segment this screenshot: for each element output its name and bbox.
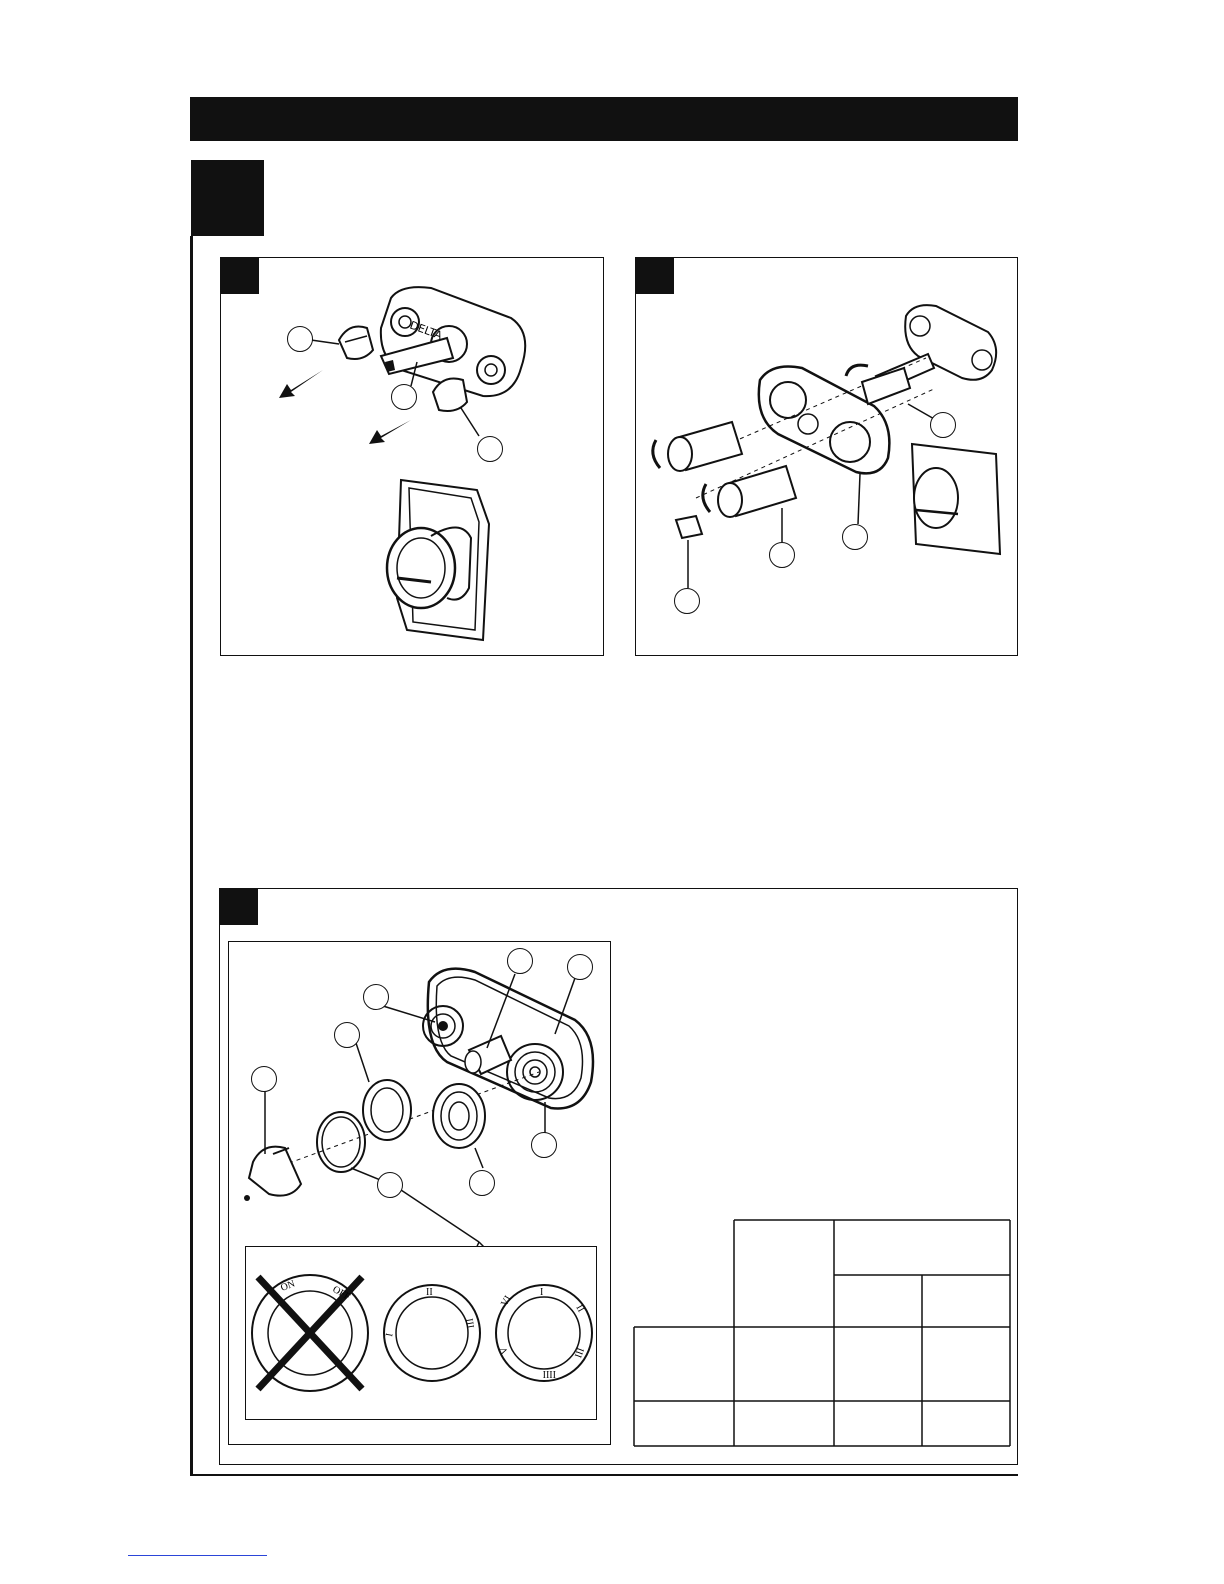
panel-a-illustration <box>221 258 605 657</box>
step-number-block <box>191 160 264 236</box>
ring6-label-ii: II <box>573 1303 587 1315</box>
ring6-label-iii: III <box>571 1345 586 1360</box>
ring3-label-i: I <box>384 1332 396 1338</box>
callout-c-thin-ring <box>377 1172 403 1198</box>
step-frame-bottom-line <box>190 1474 1018 1476</box>
ring-mark-on: ON <box>279 1278 297 1294</box>
section-header-bar <box>190 97 1018 141</box>
panel-b-install-trim <box>635 257 1018 656</box>
callout-c-knob <box>469 1170 495 1196</box>
ring3-label-iii: III <box>463 1317 476 1330</box>
ring3-label-ii: II <box>426 1287 433 1298</box>
ring6-label-vi: VI <box>499 1293 514 1309</box>
panel-c-install-handle-ring <box>219 888 1018 1465</box>
ring-mark-off: OFF <box>330 1284 352 1303</box>
callout-c-handle <box>251 1066 277 1092</box>
ring6-label-i: I <box>540 1287 544 1298</box>
callout-b4 <box>674 588 700 614</box>
panel-c-tag <box>220 889 258 925</box>
callout-c-thick-ring <box>334 1022 360 1048</box>
ring-options-illustration <box>246 1247 598 1421</box>
callout-a2 <box>391 384 417 410</box>
callout-c-port <box>363 984 389 1010</box>
ring-selection-inset <box>245 1246 597 1420</box>
callout-a1 <box>287 326 313 352</box>
callout-b1 <box>930 412 956 438</box>
callout-b3 <box>769 542 795 568</box>
footer-link-underline[interactable] <box>128 1555 267 1556</box>
callout-c-stem <box>531 1132 557 1158</box>
brand-logo: DELTA <box>407 318 444 343</box>
callout-a3 <box>477 436 503 462</box>
callout-c-escutcheon <box>567 954 593 980</box>
step-frame-left-line <box>190 236 193 1476</box>
ring6-label-iiii: IIII <box>542 1368 556 1379</box>
callout-c-cartridge <box>507 948 533 974</box>
panel-c-diagram-frame <box>228 941 611 1445</box>
callout-b2 <box>842 524 868 550</box>
panel-a-remove-handles <box>220 257 604 656</box>
ring6-label-v: V <box>498 1345 511 1356</box>
